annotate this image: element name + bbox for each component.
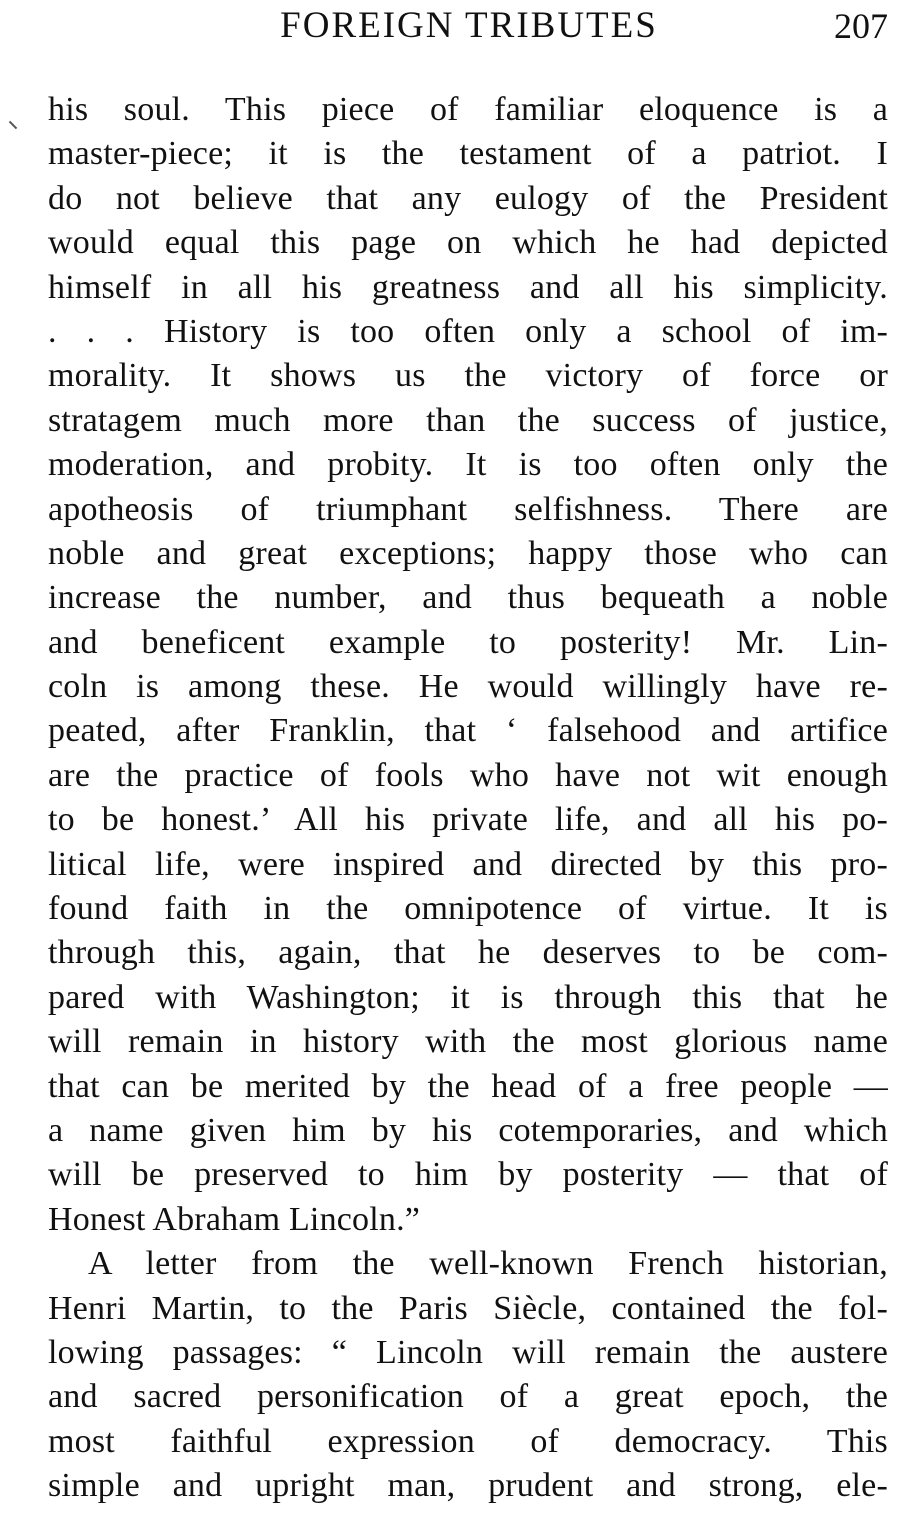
text-line: . . . History is too often only a school of im- [48, 312, 888, 350]
text-line: simple and upright man, prudent and strong, ele- [48, 1467, 888, 1505]
text-line: coln is among these. He would willingly have re- [48, 668, 888, 706]
text-line: pared with Washington; it is through this that he [48, 978, 888, 1016]
text-line: are the practice of fools who have not wit enough [48, 756, 888, 794]
text-line: apotheosis of triumphant selfishness. There are [48, 490, 888, 528]
running-title: FOREIGN TRIBUTES [280, 5, 658, 46]
text-line: will be preserved to him by posterity — that of [48, 1156, 888, 1194]
text-line: himself in all his greatness and all his simplicity. [48, 268, 888, 306]
stray-ink-mark [9, 121, 17, 129]
paragraph-first-line: A letter from the well-known French historian, [88, 1245, 888, 1283]
text-line: will remain in history with the most glorious name [48, 1023, 888, 1061]
text-line: stratagem much more than the success of justice, [48, 401, 888, 439]
paragraph-last-line: Honest Abraham Lincoln.” [48, 1200, 421, 1238]
running-head [48, 2, 890, 50]
text-line: his soul. This piece of familiar eloquence is a [48, 91, 888, 128]
text-line: morality. It shows us the victory of force or [48, 357, 888, 395]
body-text [48, 88, 888, 1509]
text-line: noble and great exceptions; happy those who can [48, 534, 888, 572]
text-line: most faithful expression of democracy. This [48, 1422, 888, 1460]
text-line: through this, again, that he deserves to be com- [48, 934, 888, 972]
text-line: found faith in the omnipotence of virtue. It is [48, 890, 888, 928]
text-line: and sacred personification of a great epoch, the [48, 1378, 888, 1416]
text-line: master-piece; it is the testament of a patriot. I [48, 135, 888, 173]
page-number: 207 [834, 6, 888, 46]
text-line: to be honest.’ All his private life, and all his po- [48, 801, 888, 839]
text-line: Henri Martin, to the Paris Siècle, contained the fol- [48, 1289, 888, 1327]
text-line: do not believe that any eulogy of the President [48, 179, 888, 217]
text-line: would equal this page on which he had depicted [48, 224, 888, 262]
text-line: moderation, and probity. It is too often only the [48, 446, 888, 484]
text-line: increase the number, and thus bequeath a noble [48, 579, 888, 617]
text-line: a name given him by his cotemporaries, and which [48, 1111, 888, 1149]
text-line: and beneficent example to posterity! Mr. Lin- [48, 623, 888, 661]
text-line: peated, after Franklin, that ‘ falsehood and artifice [48, 712, 888, 750]
text-line: that can be merited by the head of a free people — [48, 1067, 888, 1105]
text-line: litical life, were inspired and directed by this pro- [48, 845, 888, 883]
text-line: lowing passages: “ Lincoln will remain the austere [48, 1333, 888, 1371]
